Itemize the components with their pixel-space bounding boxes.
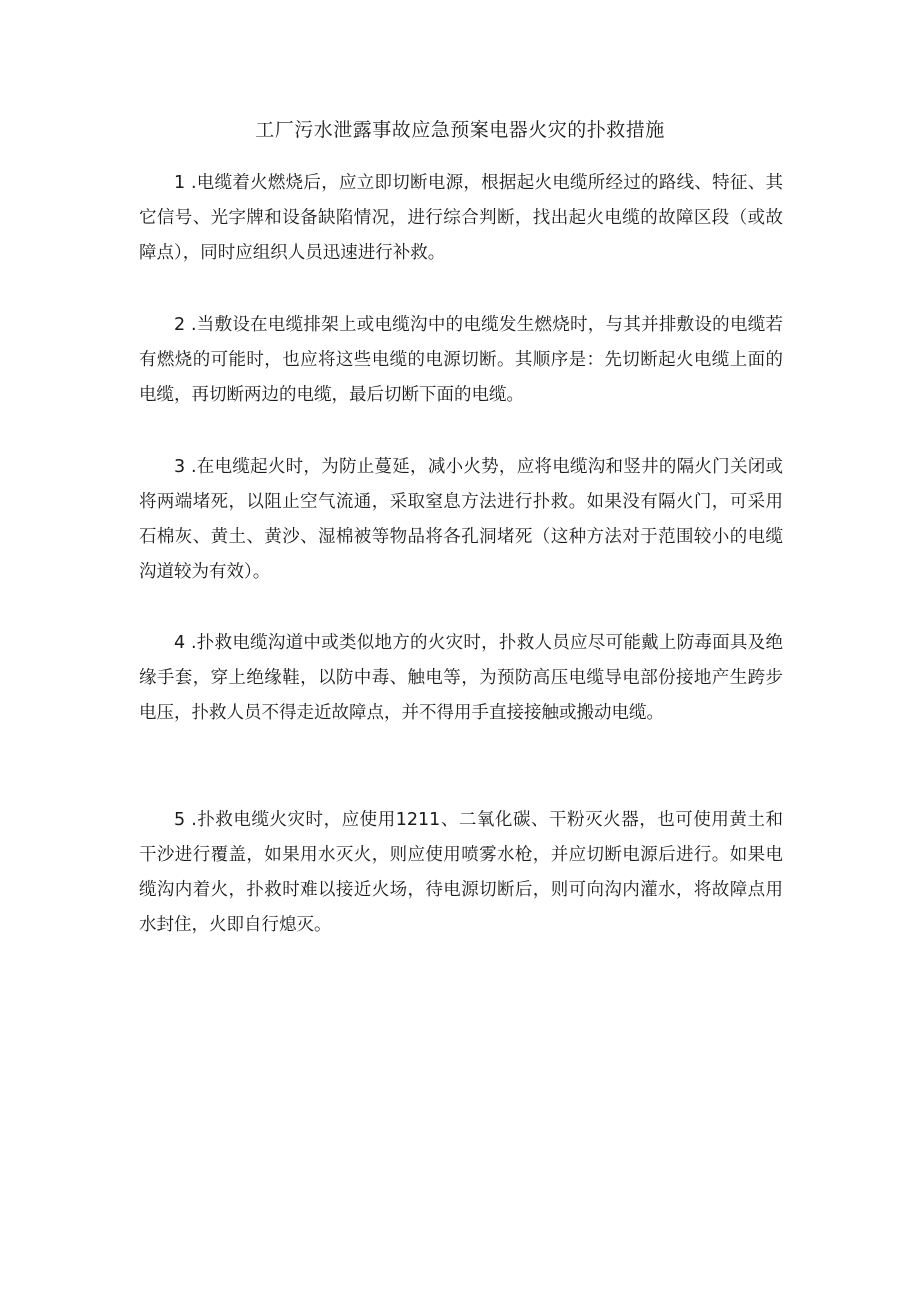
paragraph-4: 4 .扑救电缆沟道中或类似地方的火灾时，扑救人员应尽可能戴上防毒面具及绝缘手套，穿上绝缘鞋，以防中毒、触电等，为预防高压电缆导电部份接地产生跨步电压，扑救人员不得走近故障点，并不得用手直接接触或搬动电缆。 <box>139 633 783 723</box>
document-title: 工厂污水泄露事故应急预案电器火灾的扑救措施 <box>255 119 665 141</box>
paragraph-3: 3 .在电缆起火时，为防止蔓延，减小火势，应将电缆沟和竖井的隔火门关闭或将两端堵死，以阻止空气流通，采取窒息方法进行扑救。如果没有隔火门，可采用石棉灰、黄土、黄沙、湿棉被等物品将各孔洞堵死（这种方法对于范围较小的电缆沟道较为有效）。 <box>139 457 783 582</box>
paragraph-5: 5 .扑救电缆火灾时，应使用1211、二氧化碳、干粉灭火器，也可使用黄土和干沙进行覆盖，如果用水灭火，则应使用喷雾水枪，并应切断电源后进行。如果电缆沟内着火，扑救时难以接近火场，待电源切断后，则可向沟内灌水，将故障点用水封住，火即自行熄灭。 <box>139 810 783 935</box>
paragraph-1: 1 .电缆着火燃烧后，应立即切断电源，根据起火电缆所经过的路线、特征、其它信号、光字牌和设备缺陷情况，进行综合判断，找出起火电缆的故障区段（或故障点），同时应组织人员迅速进行补救。 <box>139 173 783 263</box>
paragraph-2: 2 .当敷设在电缆排架上或电缆沟中的电缆发生燃烧时，与其并排敷设的电缆若有燃烧的可能时，也应将这些电缆的电源切断。其顺序是：先切断起火电缆上面的电缆，再切断两边的电缆，最后切断下面的电缆。 <box>139 315 783 405</box>
